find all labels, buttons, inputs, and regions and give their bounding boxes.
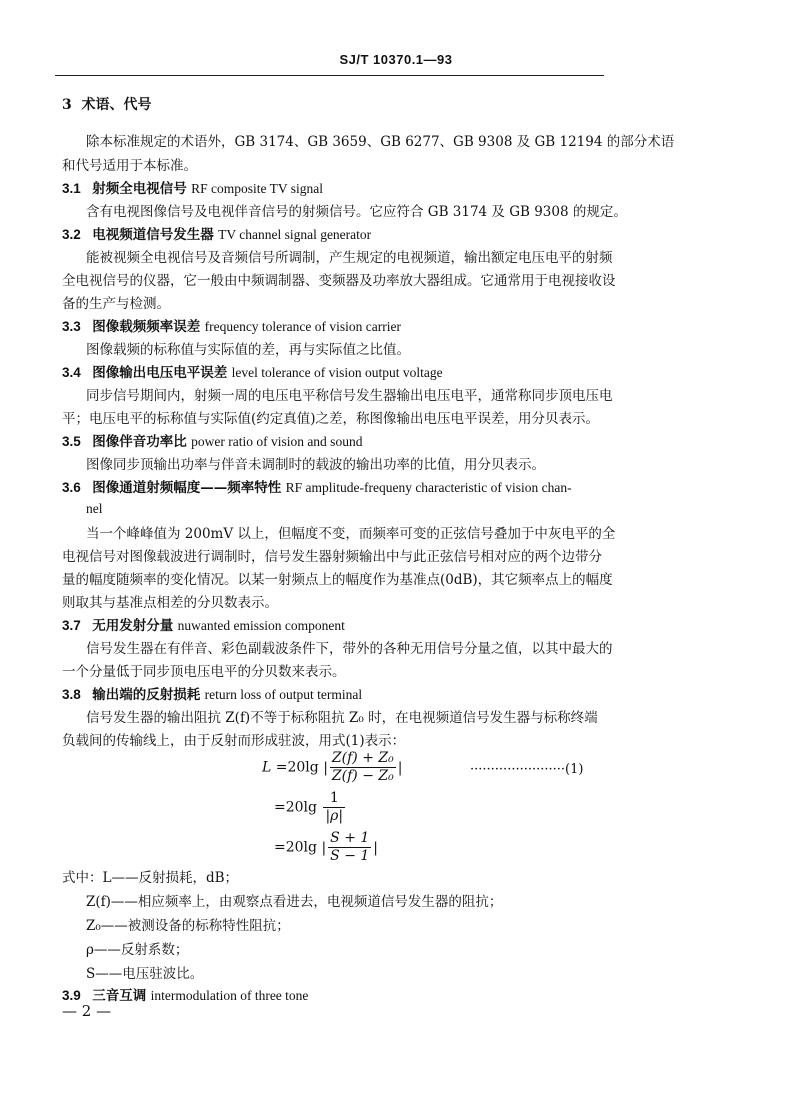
term-cn: 电视频道信号发生器 <box>92 227 214 243</box>
formula-eq: =20lg <box>274 839 317 856</box>
formula-line-2 <box>274 790 347 825</box>
term-heading-3-4 <box>62 364 443 382</box>
fraction-denominator: Z(f) − Z₀ <box>331 768 394 784</box>
term-body: 备的生产与检测。 <box>62 296 170 312</box>
fraction-numerator: Z(f) + Z₀ <box>331 750 394 766</box>
term-heading-3-1 <box>62 180 323 198</box>
term-cn: 输出端的反射损耗 <box>92 687 201 703</box>
term-number: 3.4 <box>62 365 81 380</box>
term-number: 3.6 <box>62 480 81 495</box>
term-en: nuwanted emission component <box>177 618 345 633</box>
formula-fraction-2 <box>323 790 345 825</box>
header-rule <box>55 75 604 76</box>
where-item: Z(f)——相应频率上，由观察点看进去，电视频道信号发生器的阻抗； <box>86 894 503 910</box>
formula-eq: =20lg <box>274 799 317 816</box>
section-number: 3 <box>62 97 72 113</box>
term-body: 信号发生器的输出阻抗 Z(f)不等于标称阻抗 Z₀ 时，在电视频道信号发生器与标称终端 <box>86 710 598 726</box>
term-body: 电视信号对图像载波进行调制时，信号发生器射频输出中与此正弦信号相对应的两个边带分 <box>62 549 602 565</box>
term-cn: 图像载频频率误差 <box>92 319 201 335</box>
section-title: 术语、代号 <box>81 97 152 113</box>
term-heading-3-5 <box>62 433 362 451</box>
where-item: Z₀——被测设备的标称特性阻抗； <box>86 918 290 934</box>
formula-fraction-1 <box>330 750 396 785</box>
standard-code-header: SJ/T 10370.1—93 <box>339 52 453 67</box>
term-en: intermodulation of three tone <box>150 988 309 1003</box>
formula-line-3: =20lg | $\frac{S + 1}{S - 1}$ | <box>274 830 379 864</box>
term-number: 3.5 <box>62 434 81 449</box>
fraction-denominator: S − 1 <box>330 848 370 864</box>
term-body: 含有电视图像信号及电视伴音信号的射频信号。它应符合 GB 3174 及 GB 9308 的规定。 <box>86 204 627 220</box>
term-body: 当一个峰峰值为 200mV 以上，但幅度不变，而频率可变的正弦信号叠加于中灰电平的全 <box>86 526 616 542</box>
term-body: 全电视信号的仪器，它一般由中频调制器、变频器及功率放大器组成。它通常用于电视接收设 <box>62 273 616 289</box>
fraction-numerator: 1 <box>323 790 345 808</box>
term-body: 平；电压电平的标称值与实际值(约定真值)之差，称图像输出电压电平误差，用分贝表示。 <box>62 411 600 427</box>
fraction-numerator: S + 1 <box>330 830 370 846</box>
where-item: ρ——反射系数； <box>86 942 189 958</box>
fraction-denominator: |ρ| <box>325 808 344 824</box>
formula-lhs: L <box>262 759 272 776</box>
term-en-continued: nel <box>86 501 103 516</box>
where-clause-first <box>62 869 238 887</box>
term-body: 图像载频的标称值与实际值的差，再与实际值之比值。 <box>86 342 410 358</box>
term-en: TV channel signal generator <box>218 227 372 242</box>
formula-line-1: L =20lg | $\frac{\text{Z(f) + Z₀}}{\text{Z(f) − Z₀}}$ | <box>262 750 403 784</box>
term-cn: 射频全电视信号 <box>92 181 187 197</box>
section-heading <box>62 96 152 114</box>
term-body: 量的幅度随频率的变化情况。以某一射频点上的幅度作为基准点(0dB)，其它频率点上的幅度 <box>62 572 613 588</box>
where-intro: 式中： <box>62 870 103 886</box>
term-cn: 无用发射分量 <box>92 618 174 634</box>
term-heading-3-6 <box>62 479 572 497</box>
where-item: S——电压驻波比。 <box>86 966 204 982</box>
term-body: 一个分量低于同步顶电压电平的分贝数来表示。 <box>62 664 346 680</box>
term-cn: 图像通道射频幅度——频率特性 <box>92 480 282 496</box>
intro-line-1: 除本标准规定的术语外，GB 3174、GB 3659、GB 6277、GB 9308 及 GB 12194 的部分术语 <box>86 134 675 150</box>
formula-reference: ·······················(1) <box>470 762 584 777</box>
term-en: RF amplitude-frequeny characteristic of vision chan- <box>285 480 572 495</box>
term-body: 图像同步顶输出功率与伴音未调制时的载波的输出功率的比值，用分贝表示。 <box>86 457 545 473</box>
term-en: frequency tolerance of vision carrier <box>204 319 401 334</box>
term-number: 3.3 <box>62 319 81 334</box>
term-en: return loss of output terminal <box>204 687 363 702</box>
term-en: power ratio of vision and sound <box>191 434 363 449</box>
formula-eq: =20lg <box>275 759 319 776</box>
term-cn: 图像输出电压电平误差 <box>92 365 228 381</box>
term-cn: 图像伴音功率比 <box>92 434 187 450</box>
term-number: 3.2 <box>62 227 81 242</box>
term-number: 3.1 <box>62 181 81 196</box>
page-number: — 2 — <box>62 1002 112 1020</box>
term-number: 3.7 <box>62 618 81 633</box>
term-body: 同步信号期间内，射频一周的电压电平称信号发生器输出电压电平，通常称同步顶电压电 <box>86 388 613 404</box>
term-body: 则取其与基准点相差的分贝数表示。 <box>62 595 278 611</box>
term-number: 3.9 <box>62 988 81 1003</box>
term-heading-3-2 <box>62 226 371 244</box>
term-heading-3-7 <box>62 617 345 635</box>
term-number: 3.8 <box>62 687 81 702</box>
term-body: 信号发生器在有伴音、彩色副载波条件下，带外的各种无用信号分量之值，以其中最大的 <box>86 641 613 657</box>
term-en: level tolerance of vision output voltage <box>231 365 443 380</box>
term-heading-3-8 <box>62 686 362 704</box>
term-heading-3-3 <box>62 318 401 336</box>
term-en: RF composite TV signal <box>191 181 323 196</box>
intro-line-2: 和代号适用于本标准。 <box>62 158 197 174</box>
term-body: 能被视频全电视信号及音频信号所调制，产生规定的电视频道，输出额定电压电平的射频 <box>86 250 613 266</box>
term-body: 负载间的传输线上，由于反射而形成驻波，用式(1)表示： <box>62 733 406 749</box>
term-cn: 三音互调 <box>92 988 147 1004</box>
where-item: L——反射损耗，dB； <box>102 870 239 886</box>
formula-fraction-3 <box>328 830 371 865</box>
